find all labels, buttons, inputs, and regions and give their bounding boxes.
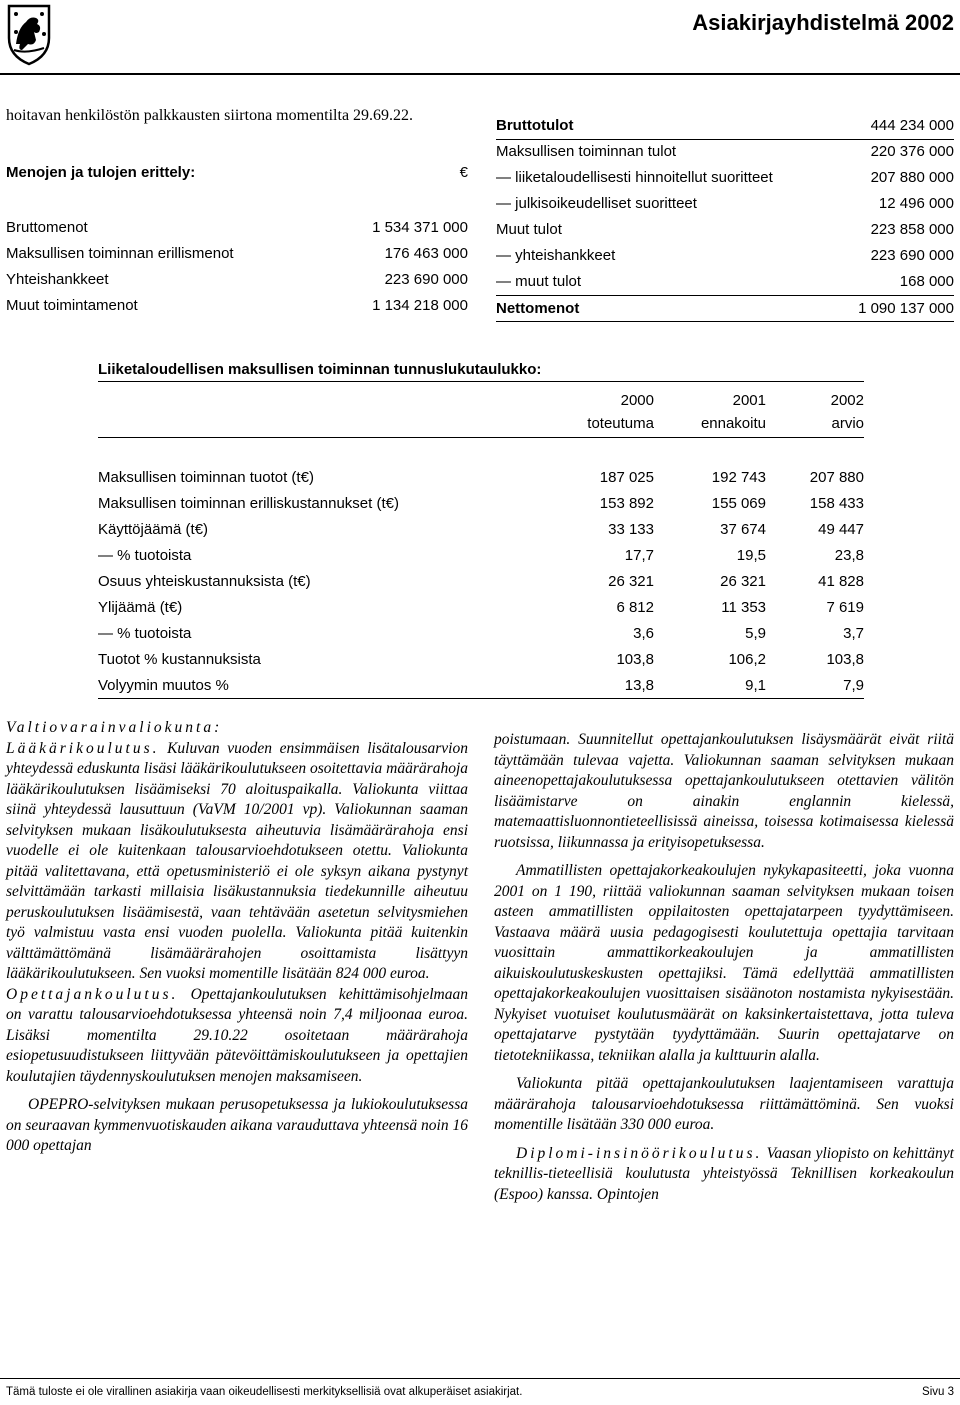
paragraph: Diplomi-insinöörikoulutus. Vaasan yliopisto on kehittänyt teknillis-tieteellisiä koulutusta yhteistyössä Teknillisen korkeakoulun (Espoo) kanssa. Opintojen [494,1144,954,1203]
row-label: Yhteishankkeet [6,271,109,288]
row-value: 220 376 000 [870,143,954,160]
cell: 103,8 [616,651,654,668]
paragraph: Ammatillisten opettajakorkeakoulujen nykykapasiteetti, joka vuonna 2001 on 1 190, riittää valiokunnan saaman selvityksen mukaan toisen asteen ammatillisten oppilaitosten opettajatarpeen tyydyttämiseen. Vastaava määrä uusia pedagogisesti koulutettuja opettajia tarvitaan vuosittain ammattikorkeakoulujen ja ammatillisten aikuiskoulutuskeskusten opettajiksi. Tämä edellyttää ammatillisten opettajakorkeakoulujen vuosittaisen sisäänoton nostamista nykyisestään. Nykyiset vuotuiset koulutusmäärät on kaksinkertaistettava, jotta tuleva opettajatarve pystytään tyydyttämään. Suurin opettajatarve on tietotekniikassa, tekniikan alalla ja kulttuurin alalla. [494,862,954,1064]
year-header: 2001 [732,392,766,409]
page-footer [6,1386,954,1398]
cell: 158 433 [809,495,864,512]
cell: 6 812 [616,599,654,616]
row-label: Muut toimintamenot [6,297,138,314]
table-row [98,623,864,645]
table-row [98,597,864,619]
cell: 26 321 [608,573,654,590]
section-heading: Diplomi-insinöörikoulutus. [516,1144,763,1162]
cell: 19,5 [736,547,766,564]
currency-unit: € [459,164,468,181]
expense-heading: Menojen ja tulojen erittely: [6,164,196,181]
cell: 3,6 [633,625,654,642]
row-label: Tuotot % kustannuksista [98,651,261,668]
type-header: arvio [831,415,864,432]
row-value: 223 858 000 [870,221,954,238]
cell: 153 892 [599,495,654,512]
cell: 187 025 [599,469,654,486]
paragraph: Opettajankoulutus. Opettajankoulutuksen kehittämisohjelmaan on varattu talousarvioehdotuksessa yhteensä noin 7,4 miljoonaa euroa. Lisäksi momentilta 29.10.22 osoitetaan määrärahoja esiopetusuudistukseen liittyvään pätevöittämiskoulutukseen ja opettajien koulutajien täydennyskoulutuksen menojen maksamiseen. [6,985,468,1085]
cell: 7 619 [826,599,864,616]
row-label: Maksullisen toiminnan tuotot (t€) [98,469,314,486]
year-header: 2002 [830,392,864,409]
row-label: — % tuotoista [98,547,192,564]
row-label: Osuus yhteiskustannuksista (t€) [98,573,311,590]
table-row [98,649,864,671]
row-label: — % tuotoista [98,625,192,642]
row-label: Nettomenot [496,300,580,317]
row-label: — yhteishankkeet [496,247,616,264]
document-title: Asiakirjayhdistelmä 2002 [692,10,954,35]
row-value: 168 000 [899,273,954,290]
table-header-row [98,390,864,412]
cell: 26 321 [720,573,766,590]
paragraph: OPEPRO-selvityksen mukaan perusopetuksessa ja lukiokoulutuksessa on seuraavan kymmenvuotiskauden aikana varauduttava yhteensä noin 16 000 opettajan [6,1096,468,1154]
income-table-rule [496,139,954,140]
cell: 7,9 [843,677,864,694]
section-heading: Opettajankoulutus. [6,985,179,1003]
paragraph: Valiokunta pitää opettajankoulutuksen laajentamiseen varattuja määrärahoja talousarvioehdotuksessa riittämättöminä. Sen vuoksi momentille lisätään 330 000 euroa. [494,1075,954,1133]
table-row [98,467,864,489]
row-value: 1 534 371 000 [372,219,468,236]
cell: 5,9 [745,625,766,642]
cell: 41 828 [818,573,864,590]
cell: 33 133 [608,521,654,538]
paragraph: Lääkärikoulutus. Kuluvan vuoden ensimmäisen lisätalousarvion yhteydessä eduskunta lisäsi lääkärikoulutukseen osoitettavia määrärahoja lääkärikoulutuksen lisäämiseksi 70 aloituspaikalla. Valiokunta viittaa siinä yhteydessä lausuttuun (VaVM 10/2001 vp). Valiokunnan saaman selvityksen mukaan lisäkoulutuksesta aiheutuvia lisämäärärahoja ensi vuodelle ei ole kuitenkaan talousarvioehdotukseen otettu. Valiokunta pitää valitettavana, että opetusministeriö ei ole syksyn aikana pystynyt selvittämään tarkasti millaisia lisäkustannuksia tiedekunnille aiheutuu peruskoulutuksen lisäämisestä, vaan tehtävään asetetun selvitysmiehen työ valmistuu vasta ensi vuoden puolella. Valiokunta pitää kuitenkin välttämättömänä lisämäärärahojen osoittamista lisättyyn lääkärikoulutukseen. Sen vuoksi momentille lisätään 824 000 euroa. [6,739,468,982]
cell: 9,1 [745,677,766,694]
page-number: Sivu 3 [922,1386,954,1398]
cell: 3,7 [843,625,864,642]
row-value: 223 690 000 [870,247,954,264]
row-label: Muut tulot [496,221,562,238]
row-label: — liiketaloudellisesti hinnoitellut suoritteet [496,169,773,186]
row-label: — muut tulot [496,273,582,290]
income-breakdown [496,117,954,322]
key-table-header-rule [98,437,864,438]
row-value: 444 234 000 [870,117,954,134]
table-row [98,675,864,697]
footer-rule [0,1378,960,1379]
key-table-bottom-rule [98,698,864,699]
cell: 192 743 [711,469,766,486]
income-table-rule [496,295,954,296]
table-row [98,571,864,593]
key-figures-title: Liiketaloudellisen maksullisen toiminnan tunnuslukutaulukko: [98,361,542,378]
header-rule [0,73,960,75]
income-table-rule [496,321,954,322]
cell: 13,8 [624,677,654,694]
key-figures-table [98,390,864,695]
expense-breakdown [6,164,468,314]
row-value: 223 690 000 [384,271,468,288]
row-label: — julkisoikeudelliset suoritteet [496,195,697,212]
row-value: 1 090 137 000 [858,300,954,317]
key-table-top-rule [98,381,864,382]
table-row [98,545,864,567]
table-header-row [98,413,864,435]
committee-heading: Valtiovarainvaliokunta: [6,719,223,736]
paragraph: poistumaan. Suunnitellut opettajankoulutuksen lisäysmäärät eivät riitä täyttämään tulevaa vajetta. Valiokunnan saaman selvityksen mukaan aineenopettajakoulutuksessa opettajankoulutukseen otettavien välitön lisäämistarve on ainakin englannin kielessä, matemaattisluonnontieteellisissä aineissa, toisessa kotimaisessa kielessä ruotsissa, liikunnassa ja erityisopetuksessa. [494,731,954,851]
right-text-column [494,730,954,1205]
row-label: Maksullisen toiminnan tulot [496,143,677,160]
cell: 106,2 [728,651,766,668]
row-value: 1 134 218 000 [372,297,468,314]
row-label: Ylijäämä (t€) [98,599,183,616]
table-row [98,519,864,541]
cell: 155 069 [711,495,766,512]
row-label: Käyttöjäämä (t€) [98,521,209,538]
row-label: Bruttotulot [496,117,574,134]
cell: 37 674 [720,521,766,538]
intro-paragraph: hoitavan henkilöstön palkkausten siirtona momentilta 29.69.22. [6,107,414,124]
type-header: toteutuma [587,415,654,432]
cell: 49 447 [818,521,864,538]
cell: 103,8 [826,651,864,668]
row-value: 12 496 000 [878,195,954,212]
type-header: ennakoitu [700,415,766,432]
year-header: 2000 [620,392,654,409]
section-heading: Lääkärikoulutus. [6,739,160,757]
cell: 207 880 [809,469,864,486]
cell: 17,7 [624,547,654,564]
row-label: Maksullisen toiminnan erilliskustannukset (t€) [98,495,399,512]
table-row [98,493,864,515]
page-header [0,0,960,75]
row-value: 207 880 000 [870,169,954,186]
row-label: Maksullisen toiminnan erillismenot [6,245,234,262]
row-label: Volyymin muutos % [98,677,229,694]
left-text-column [6,718,468,1157]
row-value: 176 463 000 [384,245,468,262]
footer-note: Tämä tuloste ei ole virallinen asiakirja vaan oikeudellisesti merkityksellisiä ovat alkuperäiset asiakirjat. [6,1386,523,1398]
coat-of-arms-icon [6,4,52,66]
row-label: Bruttomenot [6,219,88,236]
cell: 11 353 [721,599,766,616]
cell: 23,8 [834,547,864,564]
